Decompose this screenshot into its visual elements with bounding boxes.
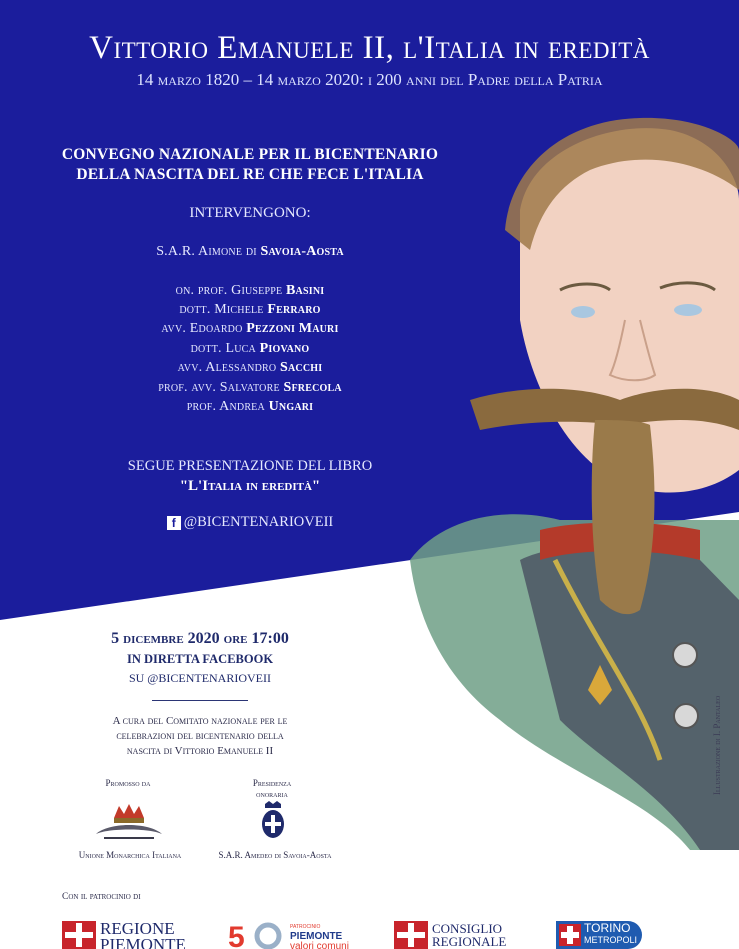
speaker-1 — [0, 244, 500, 260]
speaker-surname: Basini — [286, 283, 325, 298]
event-date: 5 dicembre 2020 ore 17:00 — [111, 630, 289, 647]
speaker-3 — [0, 302, 500, 318]
convegno-line-1: CONVEGNO NAZIONALE PER IL BICENTENARIO — [61, 146, 439, 163]
regione-piemonte-shield-icon — [62, 921, 96, 949]
piemonte-50-logo — [226, 921, 288, 949]
speaker-surname: Sacchi — [279, 360, 323, 375]
speaker-surname: Sfrecola — [283, 380, 342, 395]
speaker-surname: Savoia-Aosta — [260, 244, 344, 259]
divider — [152, 700, 248, 701]
piemonte-line-2: valori comuni — [290, 941, 349, 949]
speaker-prefix: on. prof. Giuseppe — [175, 283, 286, 298]
umi-crown-logo — [94, 800, 164, 842]
facebook-icon: f — [167, 516, 181, 530]
promosso-label: Promosso da — [105, 778, 151, 788]
intervengono-label: INTERVENGONO: — [189, 205, 311, 221]
consiglio-line-2: REGIONALE — [432, 934, 507, 949]
torino-metropoli-text — [584, 922, 637, 946]
cura-line-1: A cura del Comitato nazionale per le — [112, 715, 288, 727]
convegno-line-2: DELLA NASCITA DEL RE CHE FECE L'ITALIA — [76, 166, 424, 183]
presidenza-line-2: onoraria — [256, 789, 288, 799]
book-title-line — [0, 478, 500, 495]
speaker-prefix: prof. avv. Salvatore — [158, 380, 284, 395]
main-title: Vittorio Emanuele II, l'Italia in eredità — [89, 30, 650, 66]
svg-text:5: 5 — [228, 921, 245, 949]
speaker-surname: Pezzoni Mauri — [246, 321, 339, 336]
torino-cross-icon — [559, 924, 581, 946]
event-live: IN DIRETTA FACEBOOK — [126, 652, 274, 666]
consiglio-line-1: CONSIGLIO — [432, 921, 503, 936]
speaker-prefix: dott. Michele — [179, 302, 268, 317]
speaker-prefix: avv. Alessandro — [177, 360, 280, 375]
presidenza-line-1: Presidenza — [252, 778, 292, 788]
torino-line-2: METROPOLI — [584, 935, 638, 945]
speaker-2 — [0, 283, 500, 299]
facebook-handle-row[interactable] — [0, 514, 500, 531]
cura-line-2: celebrazioni del bicentenario della — [116, 730, 284, 742]
illustration-credit: Illustrazione di I. Pantaleo — [712, 695, 722, 795]
regione-line-2: PIEMONTE — [100, 935, 186, 949]
umi-label: Unione Monarchica Italiana — [78, 850, 182, 860]
regione-line-1: REGIONE — [100, 919, 175, 938]
sar-label: S.A.R. Amedeo di Savoia-Aosta — [218, 850, 332, 860]
facebook-handle[interactable]: @BICENTENARIOVEII — [183, 514, 334, 530]
speaker-5 — [0, 341, 500, 357]
patrocinio-label: Con il patrocinio di — [62, 892, 141, 902]
speaker-surname: Piovano — [259, 341, 310, 356]
book-title: "L'Italia in eredità" — [179, 478, 321, 494]
subtitle: 14 marzo 1820 – 14 marzo 2020: i 200 anni del Padre della Patria — [136, 70, 603, 89]
regione-piemonte-text — [100, 921, 186, 949]
speaker-7 — [0, 380, 500, 396]
speaker-surname: Ungari — [268, 399, 314, 414]
speaker-4 — [0, 321, 500, 337]
book-intro: SEGUE PRESENTAZIONE DEL LIBRO — [127, 458, 373, 474]
piemonte-line-1: PIEMONTE — [290, 931, 343, 942]
cura-line-3: nascita di Vittorio Emanuele II — [126, 745, 274, 757]
consiglio-regionale-text — [432, 922, 506, 948]
speaker-surname: Ferraro — [267, 302, 321, 317]
speaker-prefix: dott. Luca — [190, 341, 260, 356]
piemonte-line-0: PATROCINIO — [290, 924, 321, 930]
consiglio-regionale-shield-icon — [394, 921, 428, 949]
speaker-prefix: prof. Andrea — [186, 399, 269, 414]
speaker-prefix: S.A.R. Aimone di — [156, 244, 261, 259]
torino-line-1: TORINO — [584, 921, 631, 935]
savoia-crest-logo — [256, 800, 290, 842]
piemonte-valori-text — [290, 922, 349, 949]
speaker-prefix: avv. Edoardo — [161, 321, 247, 336]
speaker-8 — [0, 399, 500, 415]
event-handle: SU @BICENTENARIOVEII — [128, 671, 272, 685]
speaker-6 — [0, 360, 500, 376]
